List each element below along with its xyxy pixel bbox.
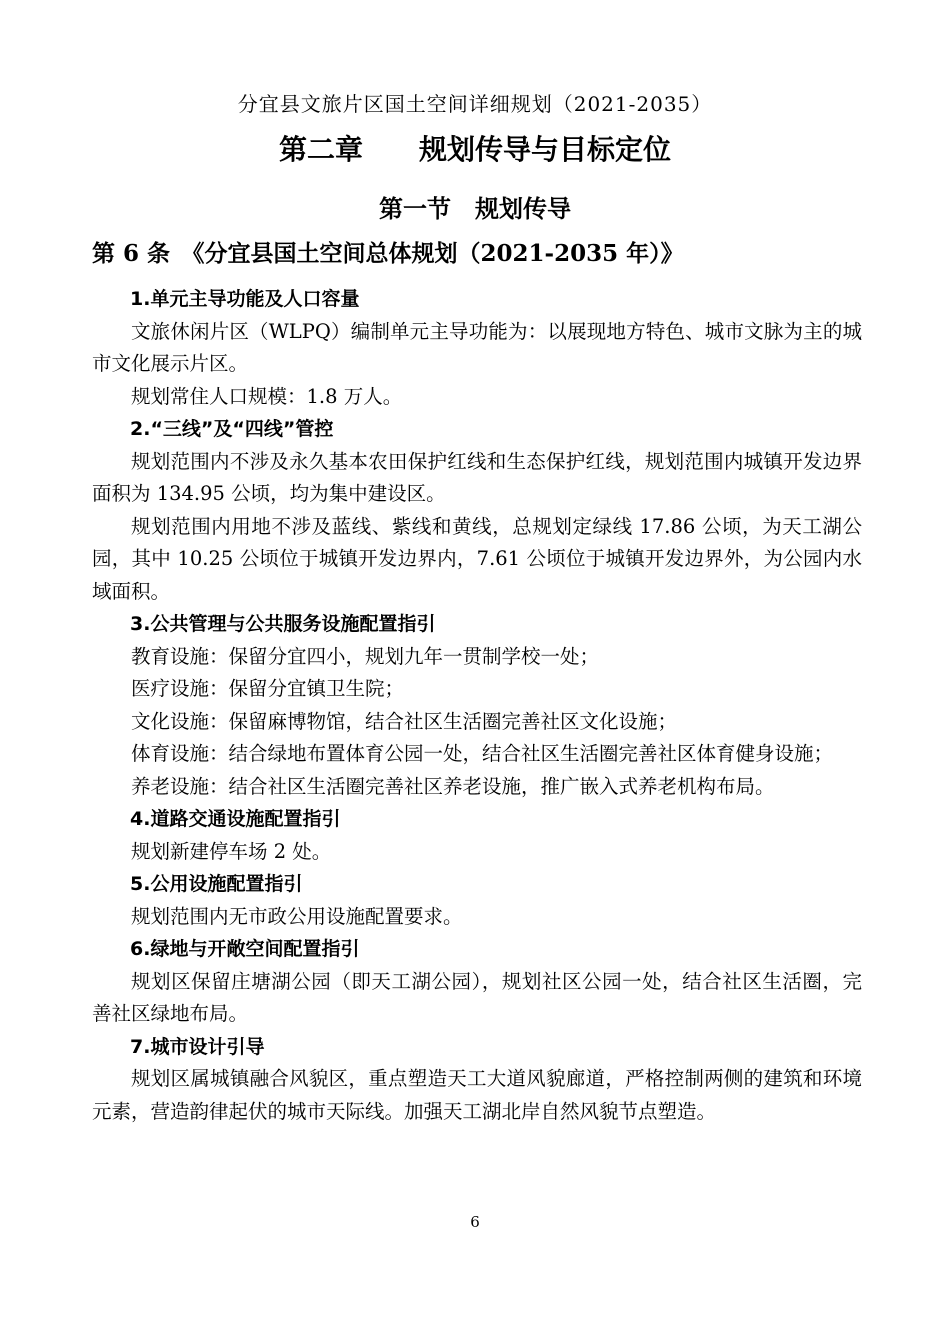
subheading-function-population: 1.单元主导功能及人口容量 xyxy=(130,288,360,310)
subheading-traffic-facilities: 4.道路交通设施配置指引 xyxy=(130,808,341,830)
subheading-green-space: 6.绿地与开敞空间配置指引 xyxy=(130,938,360,960)
paragraph: 规划新建停车场 2 处。 xyxy=(131,839,332,863)
section-title: 第一节 规划传导 xyxy=(379,195,571,223)
paragraph: 体育设施：结合绿地布置体育公园一处，结合社区生活圈完善社区体育健身设施； xyxy=(131,742,834,765)
paragraph: 规划常住人口规模：1.8 万人。 xyxy=(131,384,403,408)
paragraph: 规划范围内不涉及永久基本农田保护红线和生态保护红线，规划范围内城镇开发边界面积为 134.95 公顷，均为集中建设区。 xyxy=(92,449,862,505)
paragraph: 文旅休闲片区（WLPQ）编制单元主导功能为：以展现地方特色、城市文脉为主的城市文化展示片区。 xyxy=(92,319,862,375)
subheading-utility-facilities: 5.公用设施配置指引 xyxy=(130,873,303,895)
paragraph: 医疗设施：保留分宜镇卫生院； xyxy=(131,677,405,700)
subheading-lines-control: 2.“三线”及“四线”管控 xyxy=(130,418,334,440)
paragraph: 规划范围内无市政公用设施配置要求。 xyxy=(131,904,463,928)
page-number: 6 xyxy=(470,1213,480,1231)
paragraph: 规划范围内用地不涉及蓝线、紫线和黄线，总规划定绿线 17.86 公顷，为天工湖公园，其中 10.25 公顷位于城镇开发边界内，7.61 公顷位于城镇开发边界外，为公园内水域面积。 xyxy=(92,514,862,603)
paragraph: 教育设施：保留分宜四小，规划九年一贯制学校一处； xyxy=(131,644,600,668)
paragraph: 规划区属城镇融合风貌区，重点塑造天工大道风貌廊道，严格控制两侧的建筑和环境元素，营造韵律起伏的城市天际线。加强天工湖北岸自然风貌节点塑造。 xyxy=(92,1067,862,1123)
subheading-public-facilities: 3.公共管理与公共服务设施配置指引 xyxy=(130,613,436,635)
article-title: 第 6 条 《分宜县国土空间总体规划（2021-2035 年）》 xyxy=(92,240,684,267)
paragraph: 规划区保留庄塘湖公园（即天工湖公园），规划社区公园一处，结合社区生活圈，完善社区绿地布局。 xyxy=(92,969,862,1025)
chapter-title: 第二章 规划传导与目标定位 xyxy=(278,133,671,166)
subheading-urban-design: 7.城市设计引导 xyxy=(130,1035,265,1058)
paragraph: 养老设施：结合社区生活圈完善社区养老设施，推广嵌入式养老机构布局。 xyxy=(131,774,775,798)
paragraph: 文化设施：保留麻博物馆，结合社区生活圈完善社区文化设施； xyxy=(131,709,678,733)
body-text xyxy=(92,283,862,1128)
running-header: 分宜县文旅片区国土空间详细规划（2021-2035） xyxy=(237,92,713,116)
